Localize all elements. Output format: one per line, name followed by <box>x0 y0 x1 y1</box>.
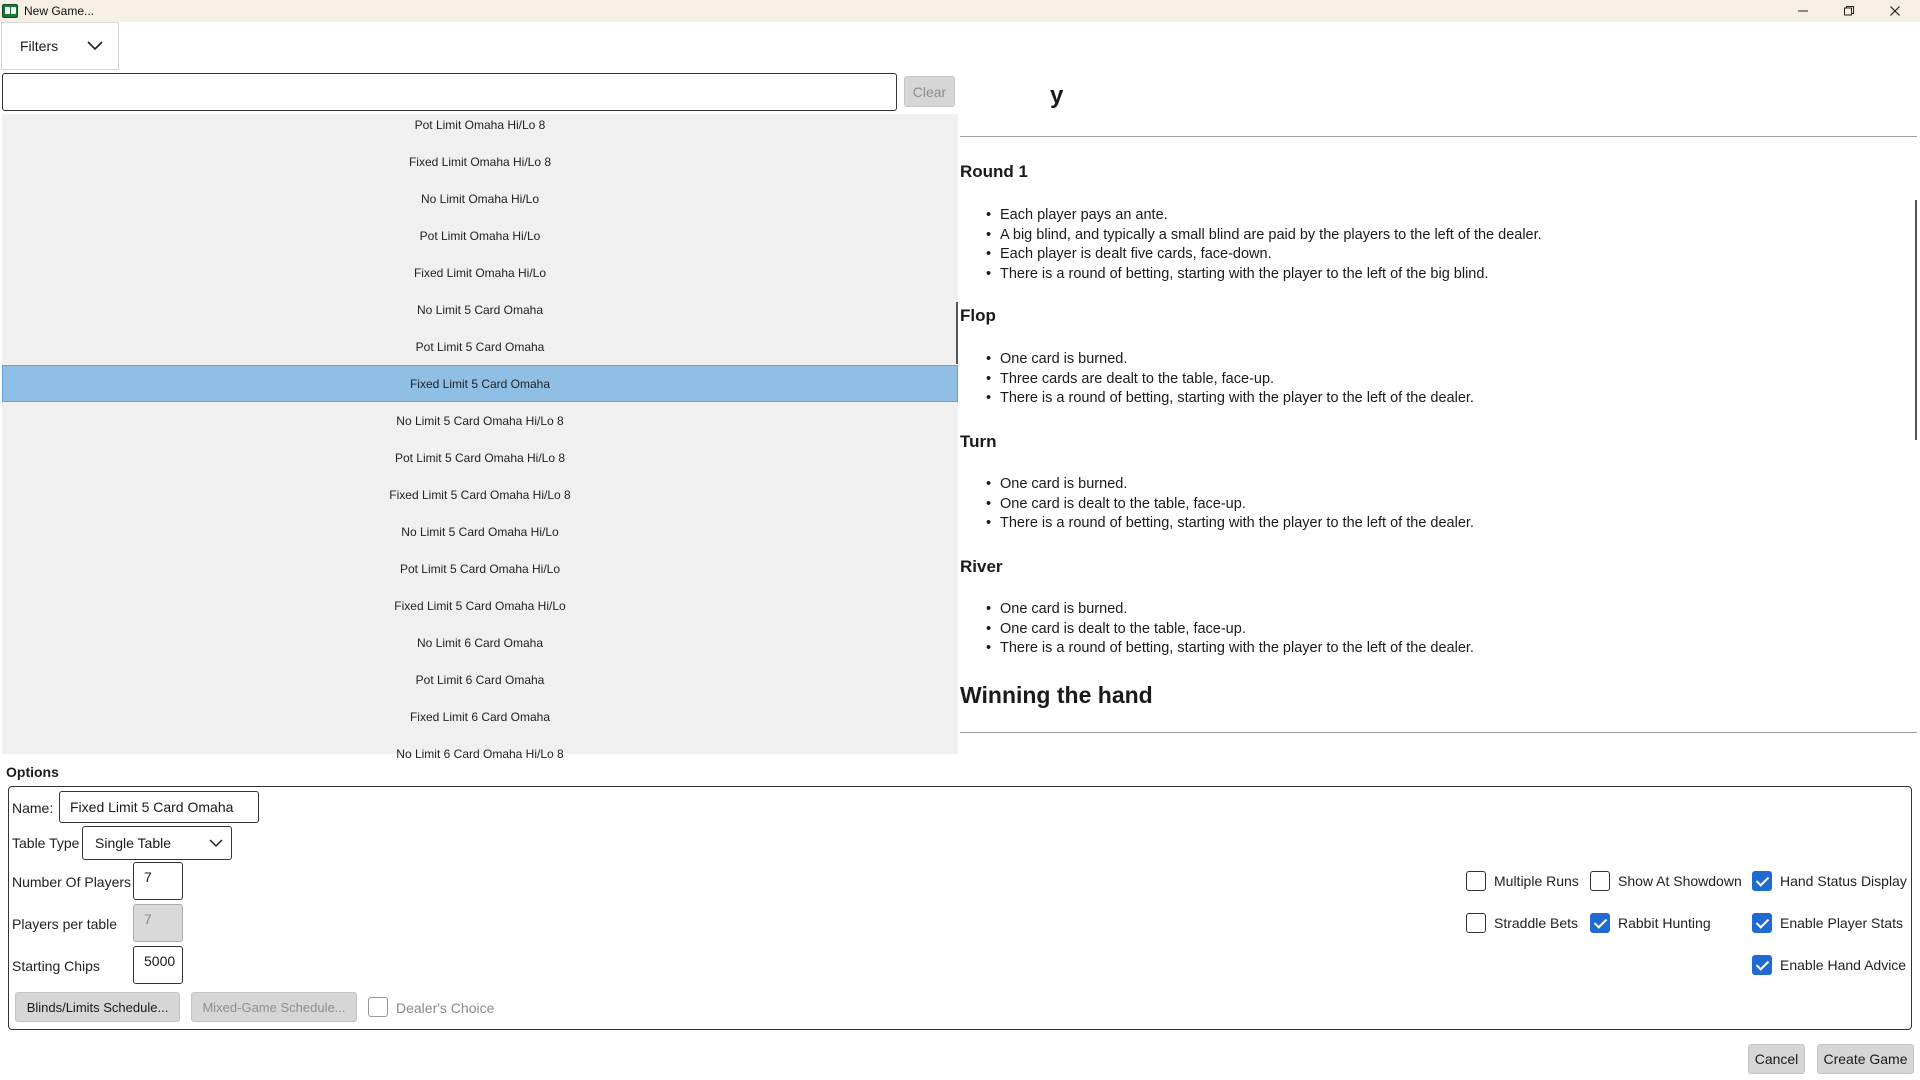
dealers-choice-checkbox[interactable] <box>368 997 388 1017</box>
game-list-item[interactable]: Pot Limit 5 Card Omaha <box>415 339 545 354</box>
straddle-bets-label: Straddle Bets <box>1494 915 1579 931</box>
section-list-turn <box>986 475 1474 534</box>
show-at-showdown-checkbox[interactable] <box>1590 871 1610 891</box>
players-per-table-label: Players per table <box>12 916 118 932</box>
game-list-item[interactable]: Fixed Limit 6 Card Omaha <box>409 709 551 724</box>
rule-item: • Each player pays an ante. <box>986 206 1542 226</box>
rule-item: • Three cards are dealt to the table, face-up. <box>986 370 1474 390</box>
straddle-bets-checkbox[interactable] <box>1466 913 1486 933</box>
chevron-down-icon <box>87 41 103 51</box>
list-scrollbar[interactable] <box>956 302 958 364</box>
rule-item: • There is a round of betting, starting with the player to the left of the dealer. <box>986 639 1474 659</box>
enable-hand-advice-checkbox[interactable] <box>1752 955 1772 975</box>
section-heading-round-1: Round 1 <box>960 162 1028 181</box>
rule-item: • A big blind, and typically a small blind are paid by the players to the left of the dealer. <box>986 226 1542 246</box>
rabbit-hunting-label: Rabbit Hunting <box>1618 915 1711 931</box>
name-label: Name: <box>12 800 54 816</box>
clipped-heading-fragment: y <box>1050 82 1064 109</box>
game-list-item[interactable]: Pot Limit 5 Card Omaha Hi/Lo 8 <box>394 450 566 465</box>
game-list-item[interactable]: Fixed Limit 5 Card Omaha Hi/Lo 8 <box>389 487 571 502</box>
hand-status-display-label: Hand Status Display <box>1780 873 1907 889</box>
rule-item: • One card is burned. <box>986 600 1474 620</box>
section-list-flop <box>986 350 1474 409</box>
table-type-select[interactable] <box>82 826 232 860</box>
num-players-label: Number Of Players <box>12 874 132 890</box>
game-list-item[interactable]: Fixed Limit 5 Card Omaha <box>2 365 958 402</box>
cancel-button[interactable]: Cancel <box>1748 1044 1805 1074</box>
chevron-down-icon <box>209 839 223 848</box>
section-heading-flop: Flop <box>960 306 996 325</box>
dealers-choice-label: Dealer's Choice <box>396 1000 495 1016</box>
filters-dropdown[interactable] <box>1 22 119 70</box>
game-list-item[interactable]: No Limit 5 Card Omaha <box>416 302 544 317</box>
multiple-runs-checkbox[interactable] <box>1466 871 1486 891</box>
rule-item: • There is a round of betting, starting with the player to the left of the big blind. <box>986 265 1542 285</box>
window-title: New Game... <box>24 4 95 18</box>
rule-item: • One card is dealt to the table, face-up. <box>986 495 1474 515</box>
hand-status-display-checkbox[interactable] <box>1752 871 1772 891</box>
section-list-river <box>986 600 1474 659</box>
starting-chips-field[interactable]: 5000 <box>133 946 183 984</box>
rule-item: • Each player is dealt five cards, face-down. <box>986 245 1542 265</box>
game-list-item[interactable]: Pot Limit Omaha Hi/Lo 8 <box>414 117 546 132</box>
game-list-item[interactable]: No Limit Omaha Hi/Lo <box>420 191 540 206</box>
name-field[interactable]: Fixed Limit 5 Card Omaha <box>59 791 259 823</box>
winning-heading: Winning the hand <box>960 682 1153 708</box>
game-list-item[interactable]: Fixed Limit 5 Card Omaha Hi/Lo <box>394 598 566 613</box>
section-heading-river: River <box>960 557 1003 576</box>
clear-button[interactable]: Clear <box>904 76 955 107</box>
minimize-icon[interactable] <box>1780 0 1826 22</box>
starting-chips-label: Starting Chips <box>12 958 100 974</box>
rules-scrollbar[interactable] <box>1915 200 1917 440</box>
rules-pane <box>960 82 1918 754</box>
enable-player-stats-checkbox[interactable] <box>1752 913 1772 933</box>
game-list-item[interactable]: No Limit 5 Card Omaha Hi/Lo <box>401 524 559 539</box>
blinds-schedule-button[interactable]: Blinds/Limits Schedule... <box>15 992 180 1022</box>
rules-divider-top <box>960 136 1917 137</box>
rule-item: • One card is burned. <box>986 350 1474 370</box>
options-heading: Options <box>6 764 59 780</box>
multiple-runs-label: Multiple Runs <box>1494 873 1579 889</box>
game-list-item[interactable]: Pot Limit 6 Card Omaha <box>415 672 545 687</box>
mixed-game-schedule-button: Mixed-Game Schedule... <box>191 992 357 1022</box>
rule-item: • One card is dealt to the table, face-up. <box>986 620 1474 640</box>
rule-item: • There is a round of betting, starting with the player to the left of the dealer. <box>986 389 1474 409</box>
create-game-button[interactable]: Create Game <box>1817 1044 1914 1074</box>
enable-player-stats-label: Enable Player Stats <box>1780 915 1903 931</box>
game-list-item[interactable]: Pot Limit Omaha Hi/Lo <box>419 228 541 243</box>
poker-table-icon <box>2 3 18 19</box>
num-players-field[interactable]: 7 <box>133 862 183 900</box>
table-type-value: Single Table <box>95 835 172 851</box>
title-bar <box>0 0 1920 22</box>
rule-item: • One card is burned. <box>986 475 1474 495</box>
close-icon[interactable] <box>1872 0 1918 22</box>
game-list-item[interactable]: No Limit 5 Card Omaha Hi/Lo 8 <box>396 413 564 428</box>
rabbit-hunting-checkbox[interactable] <box>1590 913 1610 933</box>
rule-item: • There is a round of betting, starting with the player to the left of the dealer. <box>986 514 1474 534</box>
players-per-table-field: 7 <box>133 904 183 942</box>
table-type-label: Table Type <box>12 835 80 851</box>
section-heading-turn: Turn <box>960 432 997 451</box>
show-at-showdown-label: Show At Showdown <box>1618 873 1742 889</box>
game-list-item[interactable]: Fixed Limit Omaha Hi/Lo <box>413 265 547 280</box>
game-list[interactable] <box>2 114 958 761</box>
section-list-round-1 <box>986 206 1542 284</box>
game-list-item[interactable]: Pot Limit 5 Card Omaha Hi/Lo <box>399 561 561 576</box>
rules-divider-bottom <box>960 732 1917 733</box>
game-list-item[interactable]: No Limit 6 Card Omaha <box>416 635 544 650</box>
restore-icon[interactable] <box>1826 0 1872 22</box>
enable-hand-advice-label: Enable Hand Advice <box>1780 957 1907 973</box>
filters-label: Filters <box>20 38 59 54</box>
game-list-item[interactable]: Fixed Limit Omaha Hi/Lo 8 <box>408 154 552 169</box>
game-list-item[interactable]: No Limit 6 Card Omaha Hi/Lo 8 <box>396 746 564 761</box>
